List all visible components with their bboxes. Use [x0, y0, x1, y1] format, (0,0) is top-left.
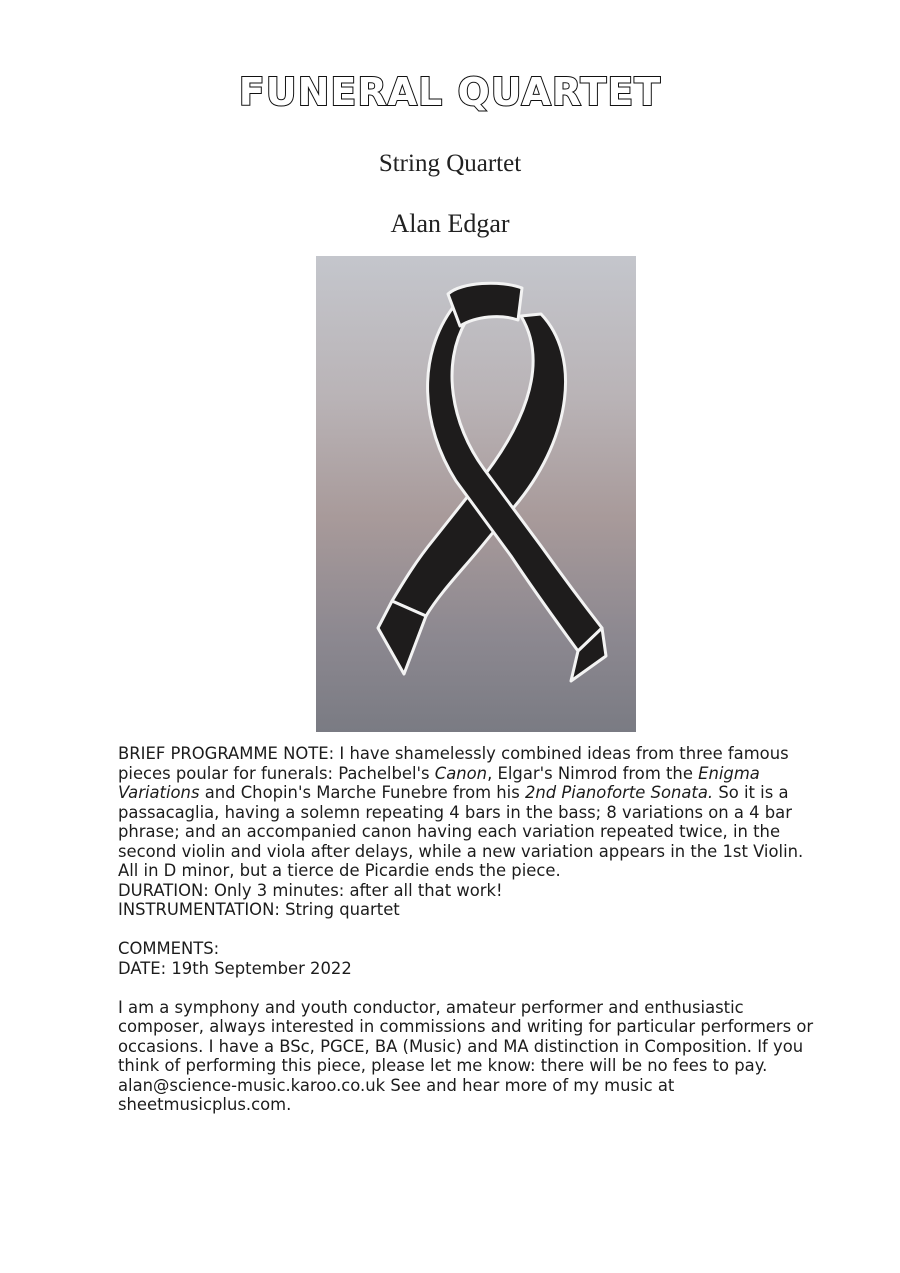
instrumentation-line: INSTRUMENTATION: String quartet	[118, 900, 400, 919]
date-line: DATE: 19th September 2022	[118, 958, 352, 978]
page-title: FUNERAL QUARTET	[238, 70, 662, 114]
duration-line: DURATION: Only 3 minutes: after all that work!	[118, 880, 503, 900]
ribbon-image	[316, 256, 636, 732]
programme-notes	[118, 744, 828, 1115]
spacer	[118, 978, 828, 998]
black-ribbon-icon	[316, 256, 636, 732]
composer-bio: I am a symphony and youth conductor, amateur performer and enthusiastic composer, always interested in commissions and writing for particular performers or occasions. I have a BSc, PGCE, BA (Music) and MA distinction in Composition. If you think of performing this piece, please let me know: there will be no fees to pay. alan@science-music.karoo.co.uk See and hear more of my music at sheetmusicplus.com.	[118, 997, 814, 1114]
programme-note: BRIEF PROGRAMME NOTE: I have shamelessly combined ideas from three famous pieces poular for funerals: Pachelbel's Canon, Elgar's Nimrod from the Enigma Variations and Chopin's Marche Funebre from his 2nd Pianoforte Sonata. So it is a passacaglia, having a solemn repeating 4 bars in the bass; 8 variations on a 4 bar phrase; and an accompanied canon having each variation repeated twice, in the second violin and viola after delays, while a new variation appears in the 1st Violin. All in D minor, but a tierce de Picardie ends the piece.	[118, 744, 804, 880]
spacer	[118, 920, 828, 940]
composer-name: Alan Edgar	[390, 209, 510, 238]
comments-line: COMMENTS:	[118, 939, 220, 958]
programme-label: BRIEF PROGRAMME NOTE:	[118, 744, 335, 763]
subtitle: String Quartet	[378, 150, 522, 177]
